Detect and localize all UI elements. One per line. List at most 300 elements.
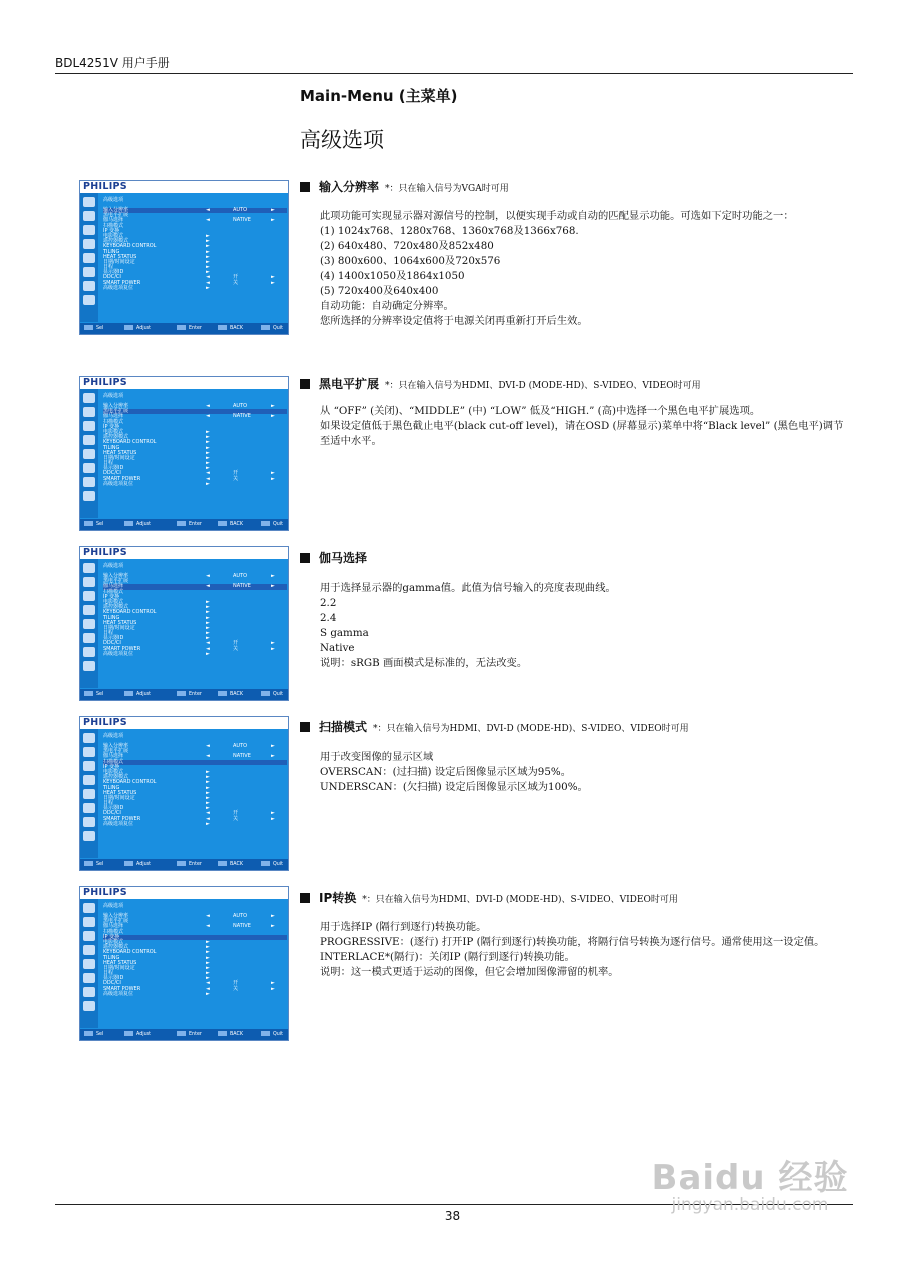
osd-item-arrow: ► (206, 253, 210, 260)
osd-menu-icon (83, 917, 95, 927)
body-line: 2.2 (320, 597, 337, 609)
osd-screenshot (79, 546, 289, 701)
osd-item-label: 显示器ID (103, 635, 124, 642)
osd-title: 高级选项 (103, 903, 124, 909)
osd-item-arrow: ► (206, 598, 210, 605)
body-line: S gamma (320, 627, 369, 639)
osd-title: 高级选项 (103, 733, 124, 739)
osd-item-label: 输入分辨率 (103, 913, 129, 919)
osd-item-label: 日期/时间设定 (103, 454, 135, 461)
osd-item-arrow: ◄ (206, 583, 210, 590)
osd-item-arrow: ► (206, 964, 210, 971)
osd-key-enter (177, 323, 202, 334)
osd-item-label: 显示器ID (103, 269, 124, 276)
osd-item-arrow: ► (206, 954, 210, 961)
osd-item-arrow: ► (206, 439, 210, 446)
osd-item-arrow: ► (206, 449, 210, 456)
osd-item-arrow: ◄ (206, 913, 210, 919)
osd-item-label: 伽马选择 (103, 583, 124, 590)
osd-menu-icon (83, 477, 95, 487)
osd-item-arrow: ► (206, 465, 210, 472)
osd-menu-icon (83, 973, 95, 983)
osd-key-label: Sel (96, 326, 104, 331)
body-line: 您所选择的分辨率设定值将于电源关闭再重新打开后生效。 (320, 315, 588, 327)
osd-item-arrow: ◄ (206, 573, 210, 579)
osd-item-label: 黑电平扩展 (103, 408, 129, 415)
osd-item-arrow: ► (206, 789, 210, 796)
osd-item-arrow: ► (206, 990, 210, 997)
osd-item-label: DDC/CI (103, 470, 121, 477)
osd-key-label: BACK (230, 326, 243, 331)
osd-item-label: DDC/CI (103, 980, 121, 987)
osd-screenshot (79, 376, 289, 531)
osd-key-sel (84, 859, 103, 870)
osd-key-sel (84, 689, 103, 700)
osd-icon-column (80, 899, 98, 1028)
osd-menu-icon (83, 591, 95, 601)
osd-key-icon (124, 691, 133, 696)
body-line: 用于选择IP (隔行到逐行)转换功能。 (320, 921, 487, 933)
osd-item-value: 开 (233, 980, 239, 987)
subsection-body (320, 404, 852, 449)
osd-menu-icon (83, 393, 95, 403)
bullet-square-icon (300, 722, 310, 732)
osd-item-arrow: ◄ (206, 403, 210, 409)
osd-item-label: 黑电平扩展 (103, 578, 129, 585)
osd-menu-list (103, 574, 287, 657)
osd-key-bar (80, 323, 288, 334)
osd-item-arrow: ◄ (206, 470, 210, 477)
osd-key-label: Quit (273, 1032, 284, 1037)
osd-item-arrow: ► (206, 820, 210, 827)
osd-key-label: Adjust (136, 862, 151, 867)
osd-item-label: TILING (103, 444, 120, 451)
osd-item-label: DDC/CI (103, 274, 121, 281)
osd-menu-icon (83, 931, 95, 941)
osd-item-label: IP 变换 (103, 423, 120, 430)
osd-item-label: 遥控器模式 (103, 944, 129, 951)
osd-item-arrow-right: ► (271, 470, 275, 477)
osd-menu-icon (83, 903, 95, 913)
subsection-body (320, 209, 852, 329)
osd-item-label: 伽马选择 (103, 413, 124, 420)
osd-item-label: KEYBOARD CONTROL (103, 949, 157, 956)
osd-item-arrow: ◄ (206, 753, 210, 760)
body-line: 说明：sRGB 画面模式是标准的，无法改变。 (320, 657, 528, 669)
osd-menu-icon (83, 407, 95, 417)
osd-key-icon (84, 861, 93, 866)
osd-item-label: SMART POWER (103, 475, 141, 482)
osd-key-label: Adjust (136, 326, 151, 331)
osd-item-label: 黑电平扩展 (103, 212, 129, 219)
osd-menu-icon (83, 239, 95, 249)
osd-key-bar (80, 689, 288, 700)
osd-item-label: 遥控器模式 (103, 774, 129, 781)
osd-item-arrow-right: ► (271, 403, 275, 409)
osd-menu-icon (83, 463, 95, 473)
osd-key-adjust (124, 859, 151, 870)
body-line: 说明：这一模式更适于运动的图像，但它会增加图像滞留的机率。 (320, 966, 619, 978)
osd-menu-icon (83, 619, 95, 629)
osd-item-arrow: ► (206, 460, 210, 467)
subsection-name: IP转换 (319, 891, 357, 905)
osd-item-label: 日程 (103, 460, 114, 467)
osd-key-label: Enter (189, 326, 202, 331)
osd-menu-icon (83, 761, 95, 771)
body-line: (1) 1024x768、1280x768、1360x768及1366x768. (320, 225, 579, 237)
osd-item-value: AUTO (233, 403, 248, 409)
osd-item-label: 电影模式 (103, 938, 124, 945)
osd-item-label: KEYBOARD CONTROL (103, 779, 157, 786)
osd-item-arrow: ► (206, 480, 210, 487)
osd-menu-icon (83, 647, 95, 657)
osd-key-label: Adjust (136, 522, 151, 527)
osd-item-value: 开 (233, 810, 239, 817)
osd-item-arrow: ► (206, 800, 210, 807)
watermark-logo: Baidu 经验 (651, 1158, 849, 1198)
osd-menu-list (103, 914, 287, 997)
osd-brand-logo: PHILIPS (80, 717, 288, 729)
osd-item-arrow: ► (206, 805, 210, 812)
osd-key-icon (84, 691, 93, 696)
osd-title: 高级选项 (103, 563, 124, 569)
osd-item-label: 输入分辨率 (103, 743, 129, 749)
osd-item-arrow: ► (206, 428, 210, 435)
osd-item-arrow: ► (206, 944, 210, 951)
body-line: (3) 800x600、1064x600及720x576 (320, 255, 501, 267)
osd-key-back (218, 323, 243, 334)
osd-key-quit (261, 323, 283, 334)
osd-item-arrow: ► (206, 784, 210, 791)
osd-item-arrow: ◄ (206, 645, 210, 652)
osd-item-label: 日期/时间设定 (103, 258, 135, 265)
osd-icon-column (80, 193, 98, 322)
body-line: 从 “OFF” (关闭)、“MIDDLE” (中) “LOW” 低及“HIGH.” (高)中选择一个黑色电平扩展选项。 (320, 405, 761, 417)
osd-key-sel (84, 323, 103, 334)
bullet-square-icon (300, 893, 310, 903)
osd-item-label: 伽马选择 (103, 923, 124, 930)
osd-key-icon (261, 861, 270, 866)
subsection-note: *：只在输入信号为HDMI、DVI-D (MODE-HD)、S-VIDEO、VIDEO时可用 (373, 724, 689, 734)
osd-menu-item (103, 652, 287, 657)
osd-menu-icon (83, 817, 95, 827)
osd-key-label: Adjust (136, 1032, 151, 1037)
osd-item-arrow: ◄ (206, 475, 210, 482)
osd-item-label: SMART POWER (103, 645, 141, 652)
osd-key-label: Enter (189, 522, 202, 527)
osd-key-enter (177, 519, 202, 530)
bullet-square-icon (300, 182, 310, 192)
osd-menu-icon (83, 225, 95, 235)
osd-key-back (218, 859, 243, 870)
osd-key-label: Sel (96, 692, 104, 697)
osd-key-bar (80, 859, 288, 870)
osd-item-label: KEYBOARD CONTROL (103, 439, 157, 446)
osd-menu-item (103, 992, 287, 997)
osd-item-label: 黑电平扩展 (103, 918, 129, 925)
osd-menu-icon (83, 295, 95, 305)
osd-key-label: Sel (96, 1032, 104, 1037)
osd-item-arrow: ► (206, 454, 210, 461)
osd-item-label: IP 变换 (103, 763, 120, 770)
subsection-name: 黑电平扩展 (319, 377, 380, 391)
osd-key-enter (177, 859, 202, 870)
osd-key-sel (84, 519, 103, 530)
osd-item-label: HEAT STATUS (103, 253, 137, 260)
osd-item-label: 输入分辨率 (103, 403, 129, 409)
osd-item-label: TILING (103, 784, 120, 791)
osd-key-sel (84, 1029, 103, 1040)
osd-menu-icon (83, 281, 95, 291)
osd-item-value: NATIVE (233, 413, 251, 420)
osd-item-arrow: ► (206, 434, 210, 441)
osd-item-arrow-right: ► (271, 640, 275, 647)
osd-item-label: HEAT STATUS (103, 789, 137, 796)
osd-item-label: 电影模式 (103, 768, 124, 775)
osd-key-icon (218, 1031, 227, 1036)
osd-item-arrow: ► (206, 650, 210, 657)
osd-menu-list (103, 208, 287, 291)
osd-item-arrow-right: ► (271, 413, 275, 420)
subsection-heading (300, 375, 701, 392)
osd-item-label: TILING (103, 954, 120, 961)
osd-menu-icon (83, 435, 95, 445)
osd-menu-icon (83, 733, 95, 743)
osd-item-label: 日程 (103, 630, 114, 637)
osd-key-icon (84, 521, 93, 526)
osd-item-label: 显示器ID (103, 805, 124, 812)
body-line: 2.4 (320, 612, 337, 624)
osd-item-arrow-right: ► (271, 279, 275, 286)
osd-item-label: 遥控器模式 (103, 604, 129, 611)
osd-item-arrow: ► (206, 238, 210, 245)
osd-key-label: BACK (230, 522, 243, 527)
osd-item-arrow: ► (206, 269, 210, 276)
osd-key-quit (261, 689, 283, 700)
osd-item-value: 关 (233, 279, 239, 286)
osd-key-adjust (124, 1029, 151, 1040)
body-line: 自动功能：自动确定分辨率。 (320, 300, 454, 312)
osd-item-arrow: ◄ (206, 743, 210, 749)
page-heading: 高级选项 (300, 128, 384, 152)
osd-screenshot (79, 886, 289, 1041)
osd-icon-column (80, 389, 98, 518)
osd-item-label: 输入分辨率 (103, 207, 129, 213)
osd-item-label: KEYBOARD CONTROL (103, 609, 157, 616)
osd-menu-icon (83, 577, 95, 587)
osd-item-arrow-right: ► (271, 810, 275, 817)
osd-key-bar (80, 1029, 288, 1040)
osd-item-label: KEYBOARD CONTROL (103, 243, 157, 250)
osd-key-icon (124, 861, 133, 866)
subsection-name: 扫描模式 (319, 720, 368, 734)
osd-menu-icon (83, 197, 95, 207)
osd-item-arrow: ► (206, 243, 210, 250)
osd-item-arrow: ► (206, 774, 210, 781)
osd-key-label: Enter (189, 862, 202, 867)
osd-item-value: NATIVE (233, 923, 251, 930)
osd-key-icon (124, 1031, 133, 1036)
osd-item-value: AUTO (233, 743, 248, 749)
body-line: INTERLACE*(隔行)：关闭IP (隔行到逐行)转换功能。 (320, 951, 575, 963)
osd-item-arrow-right: ► (271, 274, 275, 281)
osd-item-arrow-right: ► (271, 645, 275, 652)
osd-item-arrow: ► (206, 630, 210, 637)
osd-key-icon (218, 521, 227, 526)
osd-key-icon (218, 325, 227, 330)
osd-key-label: Quit (273, 326, 284, 331)
osd-item-arrow-right: ► (271, 923, 275, 930)
osd-menu-item (103, 286, 287, 291)
osd-brand-logo: PHILIPS (80, 547, 288, 559)
osd-item-arrow-right: ► (271, 573, 275, 579)
osd-item-label: 遥控器模式 (103, 238, 129, 245)
osd-menu-list (103, 744, 287, 827)
body-line: 此项功能可实现显示器对源信号的控制，以便实现手动或自动的匹配显示功能。可选如下定时功能之一： (320, 210, 794, 222)
osd-item-label: HEAT STATUS (103, 619, 137, 626)
osd-key-adjust (124, 519, 151, 530)
osd-menu-icon (83, 831, 95, 841)
subsection-body (320, 750, 852, 795)
osd-icon-column (80, 559, 98, 688)
osd-key-label: Adjust (136, 692, 151, 697)
osd-item-arrow: ► (206, 614, 210, 621)
subsection-body (320, 581, 852, 671)
osd-key-icon (124, 521, 133, 526)
osd-key-enter (177, 689, 202, 700)
watermark-url: jingyan.baidu.com (671, 1195, 829, 1215)
osd-item-value: 关 (233, 475, 239, 482)
osd-title: 高级选项 (103, 393, 124, 399)
osd-item-arrow: ► (206, 258, 210, 265)
osd-key-icon (261, 325, 270, 330)
osd-key-back (218, 519, 243, 530)
osd-item-arrow-right: ► (271, 583, 275, 590)
osd-key-icon (84, 325, 93, 330)
section-title: Main-Menu (主菜单) (300, 87, 458, 105)
osd-item-arrow: ◄ (206, 640, 210, 647)
osd-item-label: 高级选项复位 (103, 820, 134, 827)
osd-menu-icon (83, 803, 95, 813)
osd-item-arrow-right: ► (271, 753, 275, 760)
osd-item-label: 电影模式 (103, 598, 124, 605)
osd-item-arrow: ► (206, 609, 210, 616)
osd-item-label: 日期/时间设定 (103, 624, 135, 631)
osd-item-value: AUTO (233, 207, 248, 213)
osd-key-label: Quit (273, 692, 284, 697)
osd-item-label: 高级选项复位 (103, 650, 134, 657)
osd-item-arrow-right: ► (271, 207, 275, 213)
osd-item-label: 扫描模式 (103, 588, 124, 595)
osd-item-label: SMART POWER (103, 815, 141, 822)
osd-key-label: Quit (273, 862, 284, 867)
osd-menu-icon (83, 211, 95, 221)
watermark (640, 1150, 860, 1215)
page-number: 38 (444, 1209, 461, 1223)
osd-menu-item (103, 822, 287, 827)
osd-key-icon (177, 521, 186, 526)
osd-item-arrow: ► (206, 232, 210, 239)
osd-item-label: 扫描模式 (103, 758, 124, 765)
osd-item-label: 高级选项复位 (103, 480, 134, 487)
osd-menu-icon (83, 1001, 95, 1011)
osd-key-quit (261, 519, 283, 530)
osd-item-label: IP 变换 (103, 593, 120, 600)
osd-screenshot (79, 180, 289, 335)
osd-item-label: TILING (103, 248, 120, 255)
osd-item-arrow: ► (206, 248, 210, 255)
osd-item-label: 日期/时间设定 (103, 964, 135, 971)
body-line: 用于选择显示器的gamma值。此值为信号输入的亮度表现曲线。 (320, 582, 616, 594)
osd-item-label: 输入分辨率 (103, 573, 129, 579)
osd-key-icon (218, 861, 227, 866)
osd-menu-icon (83, 605, 95, 615)
osd-menu-icon (83, 747, 95, 757)
osd-item-label: 扫描模式 (103, 928, 124, 935)
body-line: OVERSCAN：(过扫描) 设定后图像显示区域为95%。 (320, 766, 571, 778)
osd-item-label: 遥控器模式 (103, 434, 129, 441)
osd-title: 高级选项 (103, 197, 124, 203)
body-line: Native (320, 642, 355, 654)
osd-key-label: Sel (96, 862, 104, 867)
subsection-heading (300, 549, 373, 566)
osd-item-value: NATIVE (233, 753, 251, 760)
osd-menu-icon (83, 633, 95, 643)
osd-item-arrow: ► (206, 768, 210, 775)
osd-menu-icon (83, 661, 95, 671)
osd-item-label: SMART POWER (103, 985, 141, 992)
body-line: 如果设定值低于黑色截止电平(black cut-off level)，请在OSD (屏幕显示)菜单中将“Black level” (黑色电平)调节至适中水平。 (320, 420, 844, 447)
osd-key-label: Quit (273, 522, 284, 527)
osd-item-value: 关 (233, 985, 239, 992)
osd-item-arrow: ► (206, 635, 210, 642)
osd-key-icon (261, 1031, 270, 1036)
subsection-note: *：只在输入信号为HDMI、DVI-D (MODE-HD)、S-VIDEO、VIDEO时可用 (385, 381, 701, 391)
osd-item-label: 电影模式 (103, 428, 124, 435)
osd-item-value: AUTO (233, 913, 248, 919)
osd-item-value: 开 (233, 274, 239, 281)
osd-item-value: 开 (233, 470, 239, 477)
osd-item-label: 高级选项复位 (103, 990, 134, 997)
osd-item-label: DDC/CI (103, 640, 121, 647)
osd-menu-icon (83, 775, 95, 785)
osd-menu-icon (83, 421, 95, 431)
osd-item-label: 显示器ID (103, 975, 124, 982)
osd-key-label: BACK (230, 692, 243, 697)
osd-item-label: 日期/时间设定 (103, 794, 135, 801)
osd-key-adjust (124, 323, 151, 334)
osd-item-arrow: ► (206, 444, 210, 451)
osd-item-arrow: ► (206, 624, 210, 631)
osd-item-label: 扫描模式 (103, 222, 124, 229)
body-line: (4) 1400x1050及1864x1050 (320, 270, 465, 282)
osd-item-label: 日程 (103, 800, 114, 807)
osd-key-icon (218, 691, 227, 696)
osd-item-value: 关 (233, 815, 239, 822)
osd-key-label: Sel (96, 522, 104, 527)
subsection-note: *：只在输入信号为HDMI、DVI-D (MODE-HD)、S-VIDEO、VIDEO时可用 (362, 895, 678, 905)
osd-item-label: 日程 (103, 264, 114, 271)
osd-key-back (218, 1029, 243, 1040)
osd-item-arrow: ► (206, 959, 210, 966)
subsection-body (320, 920, 852, 980)
osd-item-arrow: ◄ (206, 274, 210, 281)
osd-item-arrow: ► (206, 284, 210, 291)
osd-item-label: IP 变换 (103, 227, 120, 234)
osd-item-label: 黑电平扩展 (103, 748, 129, 755)
subsection-name: 输入分辨率 (319, 180, 380, 194)
osd-item-arrow: ► (206, 604, 210, 611)
